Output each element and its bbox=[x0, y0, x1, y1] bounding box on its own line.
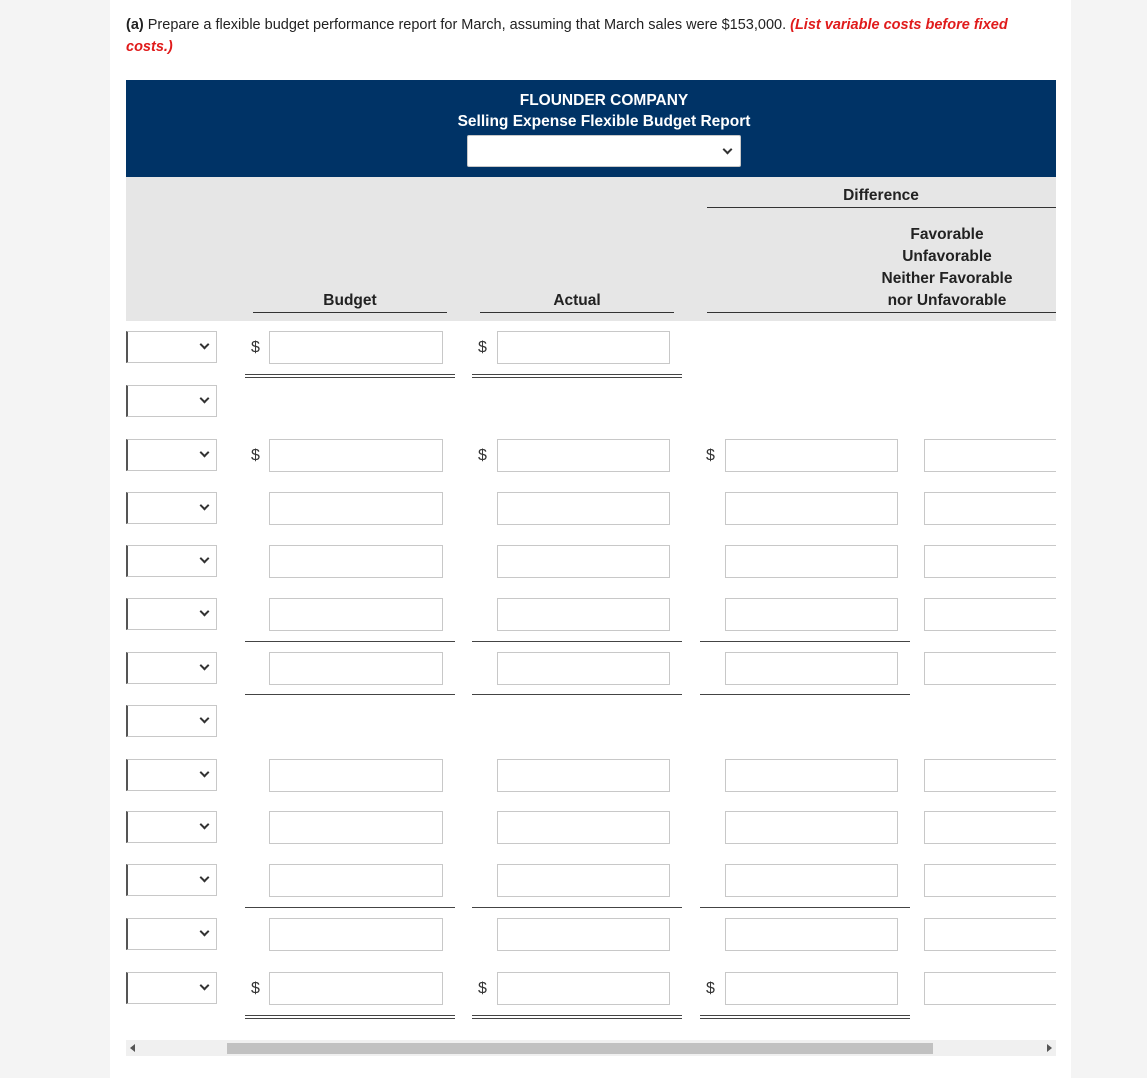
chevron-down-icon bbox=[200, 501, 210, 511]
row-label-select[interactable] bbox=[126, 759, 217, 791]
row-label-select[interactable] bbox=[126, 918, 217, 950]
favorable-select[interactable] bbox=[924, 811, 1056, 844]
budget-input[interactable] bbox=[269, 864, 443, 897]
favorable-select[interactable] bbox=[924, 759, 1056, 792]
dollar-sign-budget: $ bbox=[251, 447, 260, 464]
budget-input[interactable] bbox=[269, 652, 443, 685]
budget-input[interactable] bbox=[269, 331, 443, 364]
dollar-sign-actual: $ bbox=[478, 980, 487, 997]
budget-input[interactable] bbox=[269, 439, 443, 472]
row-label-select[interactable] bbox=[126, 545, 217, 577]
chevron-down-icon bbox=[200, 394, 210, 404]
favorable-select[interactable] bbox=[924, 545, 1056, 578]
chevron-down-icon bbox=[200, 607, 210, 617]
report-title: Selling Expense Flexible Budget Report bbox=[457, 113, 751, 130]
row-label-select[interactable] bbox=[126, 331, 217, 363]
difference-input[interactable] bbox=[725, 492, 898, 525]
dollar-sign-difference: $ bbox=[706, 447, 715, 464]
double-total-line bbox=[472, 374, 682, 375]
report-header bbox=[126, 80, 1056, 177]
row-label-select[interactable] bbox=[126, 705, 217, 737]
chevron-down-icon bbox=[200, 714, 210, 724]
double-total-line bbox=[245, 374, 455, 375]
subtotal-line bbox=[472, 694, 682, 695]
budget-input[interactable] bbox=[269, 492, 443, 525]
difference-header: Difference bbox=[843, 187, 919, 204]
actual-input[interactable] bbox=[497, 545, 670, 578]
chevron-down-icon bbox=[200, 661, 210, 671]
budget-input[interactable] bbox=[269, 918, 443, 951]
row-label-select[interactable] bbox=[126, 385, 217, 417]
favorable-select[interactable] bbox=[924, 864, 1056, 897]
subtotal-line bbox=[700, 641, 910, 642]
actual-header: Actual bbox=[553, 292, 601, 309]
chevron-down-icon bbox=[200, 340, 210, 350]
difference-underline bbox=[707, 207, 1056, 208]
favorable-select[interactable] bbox=[924, 439, 1056, 472]
chevron-down-icon bbox=[723, 145, 733, 155]
subtotal-line bbox=[245, 641, 455, 642]
subtotal-line bbox=[700, 694, 910, 695]
difference-input[interactable] bbox=[725, 439, 898, 472]
row-label-select[interactable] bbox=[126, 972, 217, 1004]
scroll-thumb[interactable] bbox=[227, 1043, 933, 1054]
double-total-line bbox=[700, 1018, 910, 1019]
row-label-select[interactable] bbox=[126, 492, 217, 524]
dollar-sign-budget: $ bbox=[251, 980, 260, 997]
chevron-down-icon bbox=[200, 554, 210, 564]
actual-input[interactable] bbox=[497, 759, 670, 792]
difference-input[interactable] bbox=[725, 811, 898, 844]
actual-input[interactable] bbox=[497, 972, 670, 1005]
double-total-line bbox=[245, 1018, 455, 1019]
dollar-sign-actual: $ bbox=[478, 447, 487, 464]
chevron-down-icon bbox=[200, 820, 210, 830]
fav-option-unfavorable: Unfavorable bbox=[902, 248, 992, 265]
row-label-select[interactable] bbox=[126, 864, 217, 896]
favorable-select[interactable] bbox=[924, 598, 1056, 631]
company-name: FLOUNDER COMPANY bbox=[519, 92, 689, 109]
actual-input[interactable] bbox=[497, 652, 670, 685]
row-label-select[interactable] bbox=[126, 439, 217, 471]
difference-input[interactable] bbox=[725, 759, 898, 792]
budget-input[interactable] bbox=[269, 598, 443, 631]
subtotal-line bbox=[245, 694, 455, 695]
actual-underline bbox=[480, 312, 674, 313]
scroll-right-icon[interactable] bbox=[1047, 1044, 1052, 1052]
chevron-down-icon bbox=[200, 927, 210, 937]
dollar-sign-difference: $ bbox=[706, 980, 715, 997]
chevron-down-icon bbox=[200, 981, 210, 991]
budget-input[interactable] bbox=[269, 545, 443, 578]
actual-input[interactable] bbox=[497, 492, 670, 525]
double-total-line bbox=[245, 377, 455, 378]
horizontal-scrollbar[interactable] bbox=[126, 1040, 1056, 1056]
subtotal-line bbox=[472, 641, 682, 642]
difference-input[interactable] bbox=[725, 652, 898, 685]
scroll-left-icon[interactable] bbox=[130, 1044, 135, 1052]
row-label-select[interactable] bbox=[126, 652, 217, 684]
actual-input[interactable] bbox=[497, 439, 670, 472]
row-label-select[interactable] bbox=[126, 598, 217, 630]
subtotal-line bbox=[472, 907, 682, 908]
period-select[interactable] bbox=[467, 135, 741, 167]
instructions bbox=[126, 14, 1056, 58]
favorable-header bbox=[840, 224, 1054, 312]
fav-option-favorable: Favorable bbox=[910, 226, 984, 243]
row-label-select[interactable] bbox=[126, 811, 217, 843]
budget-input[interactable] bbox=[269, 811, 443, 844]
dollar-sign-actual: $ bbox=[478, 339, 487, 356]
dollar-sign-budget: $ bbox=[251, 339, 260, 356]
actual-input[interactable] bbox=[497, 811, 670, 844]
fav-option-neither: Neither Favorable bbox=[881, 270, 1013, 287]
difference-input[interactable] bbox=[725, 972, 898, 1005]
favorable-select[interactable] bbox=[924, 918, 1056, 951]
subtotal-line bbox=[700, 907, 910, 908]
favorable-select[interactable] bbox=[924, 492, 1056, 525]
difference-input[interactable] bbox=[725, 598, 898, 631]
subtotal-line bbox=[245, 907, 455, 908]
chevron-down-icon bbox=[200, 873, 210, 883]
difference-input[interactable] bbox=[725, 545, 898, 578]
actual-input[interactable] bbox=[497, 918, 670, 951]
fav-option-nor: nor Unfavorable bbox=[887, 292, 1007, 309]
budget-header: Budget bbox=[323, 292, 377, 309]
budget-underline bbox=[253, 312, 447, 313]
actual-input[interactable] bbox=[497, 598, 670, 631]
double-total-line bbox=[245, 1015, 455, 1016]
budget-input[interactable] bbox=[269, 972, 443, 1005]
chevron-down-icon bbox=[200, 768, 210, 778]
double-total-line bbox=[472, 1018, 682, 1019]
actual-input[interactable] bbox=[497, 864, 670, 897]
difference-bottom-underline bbox=[707, 312, 1056, 313]
double-total-line bbox=[700, 1015, 910, 1016]
instructions-text: Prepare a flexible budget performance report for March, assuming that March sales were $153,000. bbox=[143, 17, 791, 33]
budget-input[interactable] bbox=[269, 759, 443, 792]
difference-input[interactable] bbox=[725, 864, 898, 897]
double-total-line bbox=[472, 1015, 682, 1016]
difference-input[interactable] bbox=[725, 918, 898, 951]
favorable-select[interactable] bbox=[924, 972, 1056, 1005]
actual-input[interactable] bbox=[497, 331, 670, 364]
double-total-line bbox=[472, 377, 682, 378]
instructions-note: (List variable costs before fixed costs.) bbox=[126, 17, 1008, 55]
chevron-down-icon bbox=[200, 448, 210, 458]
favorable-select[interactable] bbox=[924, 652, 1056, 685]
part-label: (a) bbox=[126, 17, 144, 33]
